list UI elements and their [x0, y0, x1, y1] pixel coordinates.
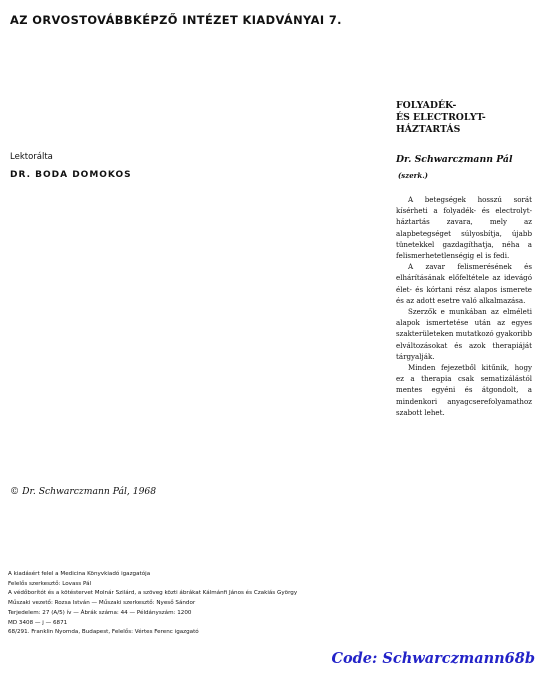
imprint-line: Felelős szerkesztő: Lovass Pál — [8, 580, 92, 587]
copyright-line: © Dr. Schwarczmann Pál, 1968 — [10, 486, 157, 497]
blurb-paragraph: A betegségek hosszú sorát kísérheti a folyadék- és electrolyt-háztartás zavara, mely az alapbetegséget súlyosbítja, újabb tünetekkel gazdagíthatja, néha a felismerhetetlenségig el is fedi. — [396, 195, 532, 261]
book-title-line: ÉS ELECTROLYT- — [396, 112, 486, 123]
book-title — [396, 100, 486, 136]
flap-column — [393, 0, 545, 683]
imprint-line: Terjedelem: 27 (A/5) ív — Ábrák száma: 44 — Példányszám: 1200 — [8, 609, 192, 616]
imprint-line: 68/291. Franklin Nyomda, Budapest, Felelős: Vértes Ferenc igazgató — [8, 629, 199, 636]
book-title-line: HÁZTARTÁS — [396, 124, 461, 135]
series-title: AZ ORVOSTOVÁBBKÉPZŐ INTÉZET KIADVÁNYAI 7. — [10, 13, 342, 27]
book-title-line: FOLYADÉK- — [396, 100, 457, 111]
imprint-line: A kiadásért felel a Medicina Könyvkiadó igazgatója — [8, 571, 151, 577]
imprint-line: A védőborítót és a kötéstervet Molnár Szilárd, a szöveg közti ábrákat Kálmánfi János és Czakiás György — [8, 590, 298, 597]
lektor-label: Lektorálta — [10, 152, 53, 162]
lektor-name: DR. BODA DOMOKOS — [10, 170, 132, 180]
imprint-block — [8, 570, 308, 638]
book-author: Dr. Schwarczmann Pál — [396, 154, 513, 165]
imprint-line: MD 3408 — j — 6871 — [8, 619, 68, 626]
book-blurb — [396, 194, 532, 418]
imprint-line: Műszaki vezető: Rozsa István — Műszaki szerkesztő: Nyeső Sándor — [8, 600, 196, 607]
code-label: Code: Schwarczmann68b — [331, 650, 535, 667]
blurb-paragraph: A zavar felismerésének és elhárításának előfeltétele az idevágó élet- és kórtani rész alapos ismerete és az adott esetre való alkalmazása. — [396, 262, 532, 305]
blurb-paragraph: Minden fejezetből kitűnik, hogy ez a therapia csak sematizálástól mentes egyéni és átgondolt, a mindenkori anyagcserefolyamathoz szabott lehet. — [396, 363, 532, 417]
book-author-note: (szerk.) — [398, 171, 428, 180]
blurb-paragraph: Szerzők e munkában az elméleti alapok ismertetése után az egyes szakterületeken mutatkozó gyakoribb elváltozásokat és azok therapiáját tárgyalják. — [396, 307, 532, 361]
